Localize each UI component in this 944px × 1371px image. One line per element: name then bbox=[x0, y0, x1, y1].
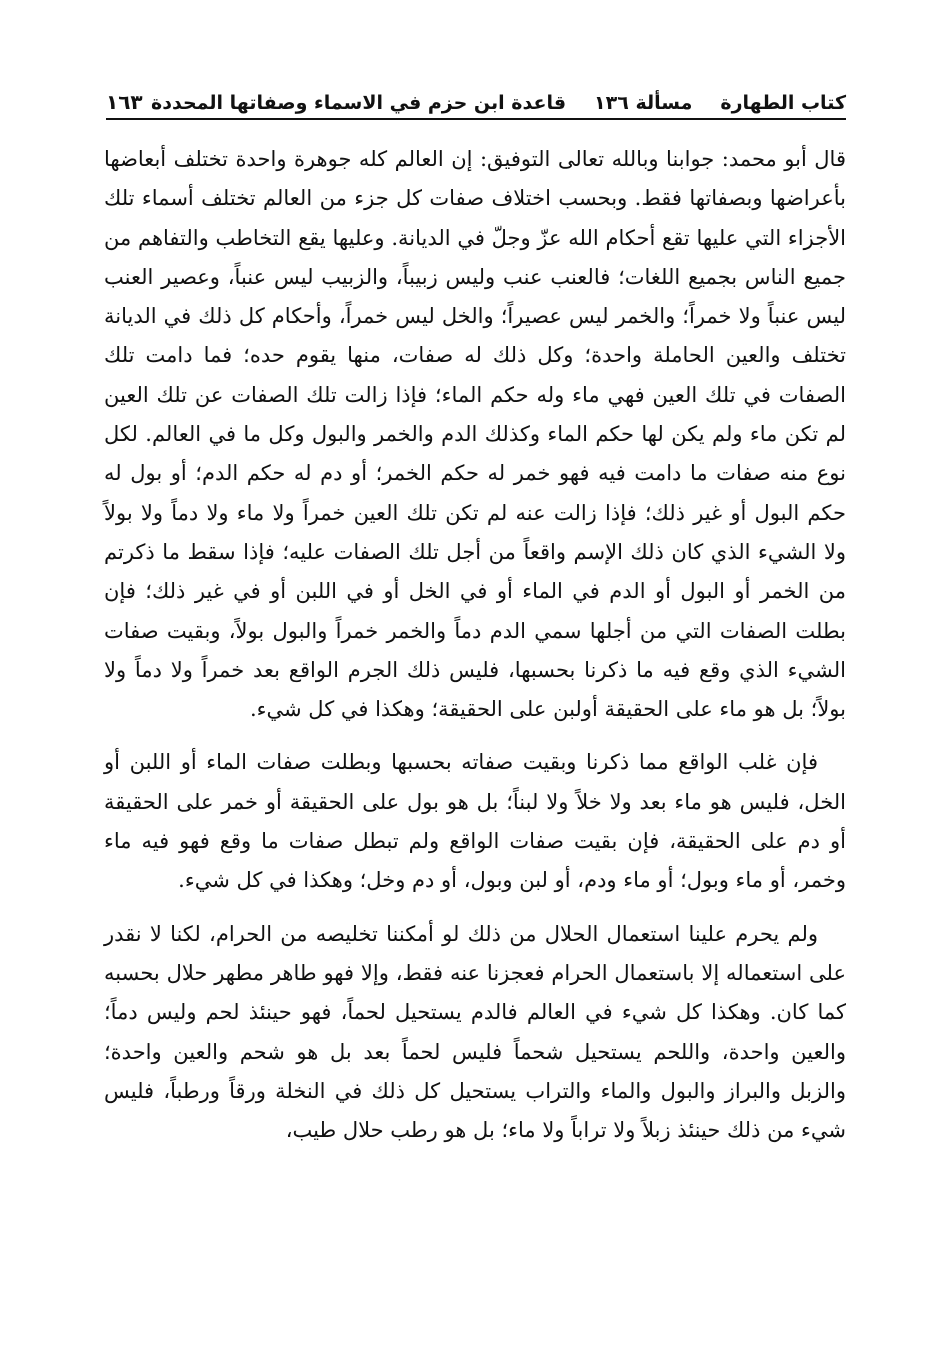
body-text bbox=[104, 140, 846, 1150]
running-header bbox=[106, 80, 846, 120]
header-title-group bbox=[151, 92, 846, 114]
paragraph-spacer bbox=[104, 729, 846, 743]
section-title: قاعدة ابن حزم في الاسماء وصفاتها المحددة bbox=[151, 92, 567, 114]
paragraph-2: فإن غلب الواقع مما ذكرنا وبقيت صفاته بحسبها وبطلت صفات الماء أو اللبن أو الخل، فليس هو ماء بعد ولا خلاً ولا لبناً؛ بل هو بول على الحقيقة أو خمر على الحقيقة أو دم على الحقيقة، فإن بقيت صفات الواقع ولم تبطل صفات ما وقع فهو فيه ماء وخمر، أو ماء وبول؛ أو ماء ودم، أو لبن وبول، أو دم وخل؛ وهكذا في كل شيء. bbox=[104, 750, 846, 893]
paragraph-spacer bbox=[104, 901, 846, 915]
book-title: كتاب الطهارة bbox=[720, 92, 846, 114]
issue-label: مسألة ١٣٦ bbox=[594, 92, 693, 114]
paragraph-3: ولم يحرم علينا استعمال الحلال من ذلك لو أمكننا تخليصه من الحرام، لكنا لا نقدر على استعماله إلا باستعمال الحرام فعجزنا عنه فقط، وإلا فهو طاهر مطهر حلال بحسبه كما كان. وهكذا كل شيء في العالم فالدم يستحيل لحماً، فهو حينئذ لحم وليس دماً؛ والعين واحدة، واللحم يستحيل شحماً فليس لحماً بعد بل هو شحم والعين واحدة؛ والزبل والبراز والبول والماء والتراب يستحيل كل ذلك في النخلة ورقاً ورطباً، فليس شيء من ذلك حينئذ زبلاً ولا تراباً ولا ماء؛ بل هو رطب حلال طيب، bbox=[104, 921, 846, 1143]
paragraph-1: قال أبو محمد: جوابنا وبالله تعالى التوفيق: إن العالم كله جوهرة واحدة تختلف أبعاضها بأعراضها وبصفاتها فقط. وبحسب اختلاف صفات كل جزء من العالم تختلف أسماء تلك الأجزاء التي عليها تقع أحكام الله عزّ وجلّ في الديانة. وعليها يقع التخاطب والتفاهم من جميع الناس بجميع اللغات؛ فالعنب عنب وليس زبيباً، والزبيب ليس عنباً، وعصير العنب ليس عنباً ولا خمراً؛ والخمر ليس عصيراً؛ والخل ليس خمراً، وأحكام كل ذلك في الديانة تختلف والعين الحاملة واحدة؛ وكل ذلك له صفات، منها يقوم حده؛ فما دامت تلك الصفات في تلك العين فهي ماء وله حكم الماء؛ فإذا زالت تلك الصفات عن تلك العين لم تكن ماء ولم يكن لها حكم الماء وكذلك الدم والخمر والبول وكل ما في العالم. لكل نوع منه صفات ما دامت فيه فهو خمر له حكم الخمر؛ أو دم له حكم الدم؛ أو بول له حكم البول أو غير ذلك؛ فإذا زالت عنه لم تكن تلك العين خمراً ولا ماء ولا دماً ولا بولاً ولا الشيء الذي كان ذلك الإسم واقعاً من أجل تلك الصفات عليه؛ فإذا سقط ما ذكرتم من الخمر أو البول أو الدم في الماء أو في الخل أو في اللبن أو في غير ذلك؛ فإن بطلت الصفات التي من أجلها سمي الدم دماً والخمر خمراً والبول بولاً، وبقيت صفات الشيء الذي وقع فيه ما ذكرنا بحسبها، فليس ذلك الجرم الواقع بعد خمراً ولا دماً ولا بولاً؛ بل هو ماء على الحقيقة أولبن على الحقيقة؛ وهكذا في كل شيء. bbox=[104, 147, 846, 722]
page-number: ١٦٣ bbox=[106, 90, 143, 114]
